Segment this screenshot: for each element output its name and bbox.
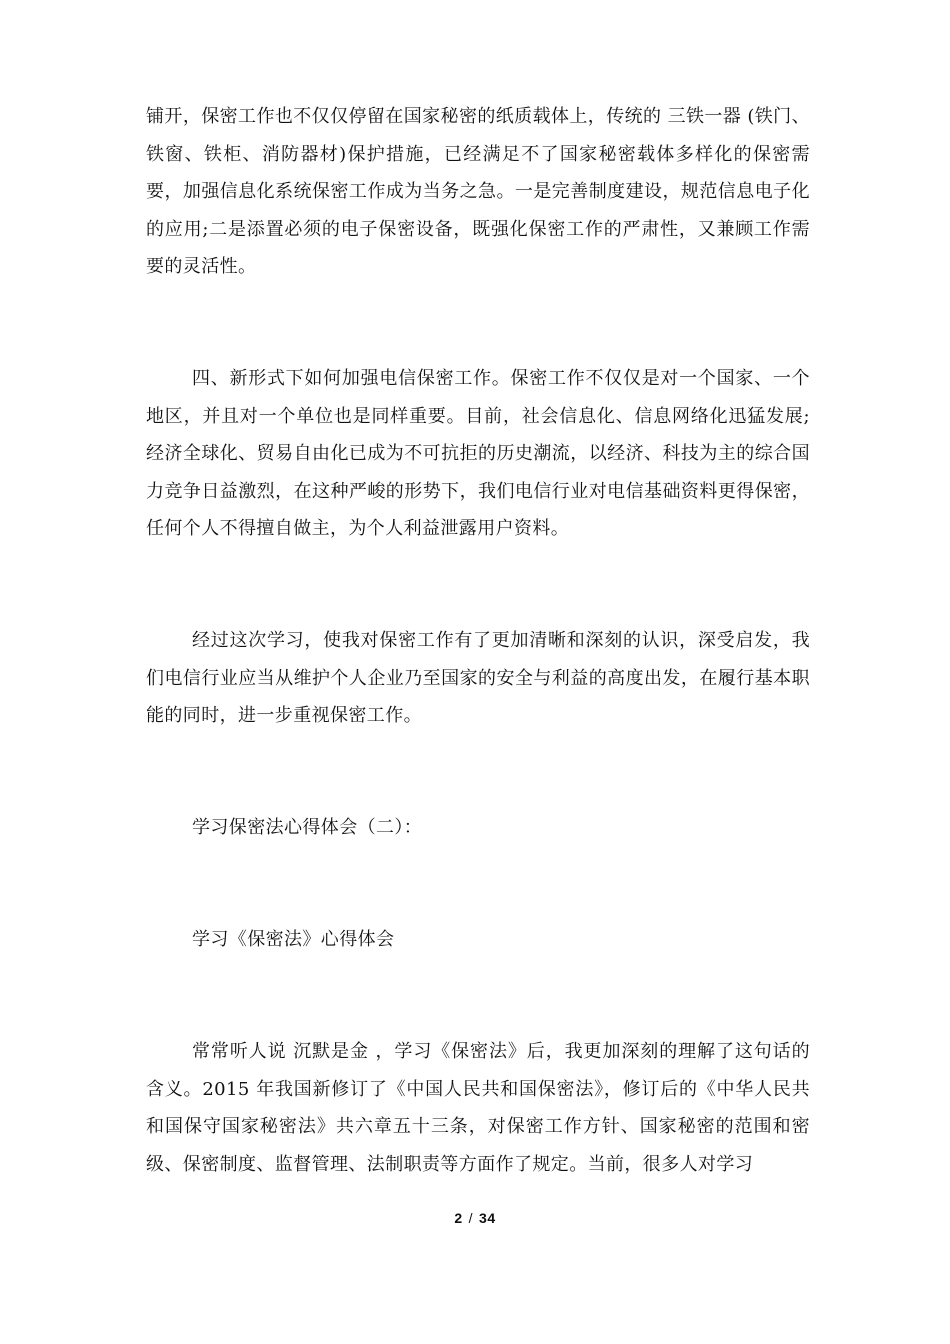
section-heading-part-two: 学习保密法心得体会（二）： [192, 817, 423, 838]
essay-title: 学习《保密法》心得体会 [192, 929, 395, 950]
paragraph-security-carriers: 铺开，保密工作也不仅仅停留在国家秘密的纸质载体上，传统的 三铁一器 (铁门、铁窗、铁柜、消防器材)保护措施，已经满足不了国家秘密载体多样化的保密需要，加强信息化系统保密工作成为当务之急。一是完善制度建设，规范信息电子化的应用;二是添置必须的电子保密设备，既强化保密工作的严肃性，又兼顾工作需要的灵活性。 [146, 106, 810, 277]
paragraph-telecom-security: 四、新形式下如何加强电信保密工作。保密工作不仅仅是对一个国家、一个地区，并且对一个单位也是同样重要。目前，社会信息化、信息网络化迅猛发展;经济全球化、贸易自由化已成为不可抗拒的历史潮流，以经济、科技为主的综合国力竞争日益激烈，在这种严峻的形势下，我们电信行业对电信基础资料更得保密，任何个人不得擅自做主，为个人利益泄露用户资料。 [146, 368, 810, 539]
paragraph-silence-is-golden: 常常听人说 沉默是金 ，学习《保密法》后，我更加深刻的理解了这句话的含义。2015 年我国新修订了《中国人民共和国保密法》，修订后的《中华人民共和国保守国家秘密法》共六章五十三条，对保密工作方针、国家秘密的范围和密级、保密制度、监督管理、法制职责等方面作了规定。当前，很多人对学习 [146, 1041, 810, 1175]
current-page-number: 2 [454, 1210, 463, 1226]
page-separator: / [468, 1210, 474, 1226]
total-page-count: 34 [479, 1210, 496, 1226]
paragraph-study-conclusion: 经过这次学习，使我对保密工作有了更加清晰和深刻的认识，深受启发，我们电信行业应当从维护个人企业乃至国家的安全与利益的高度出发，在履行基本职能的同时，进一步重视保密工作。 [146, 630, 810, 726]
page-number-footer [0, 1210, 950, 1226]
